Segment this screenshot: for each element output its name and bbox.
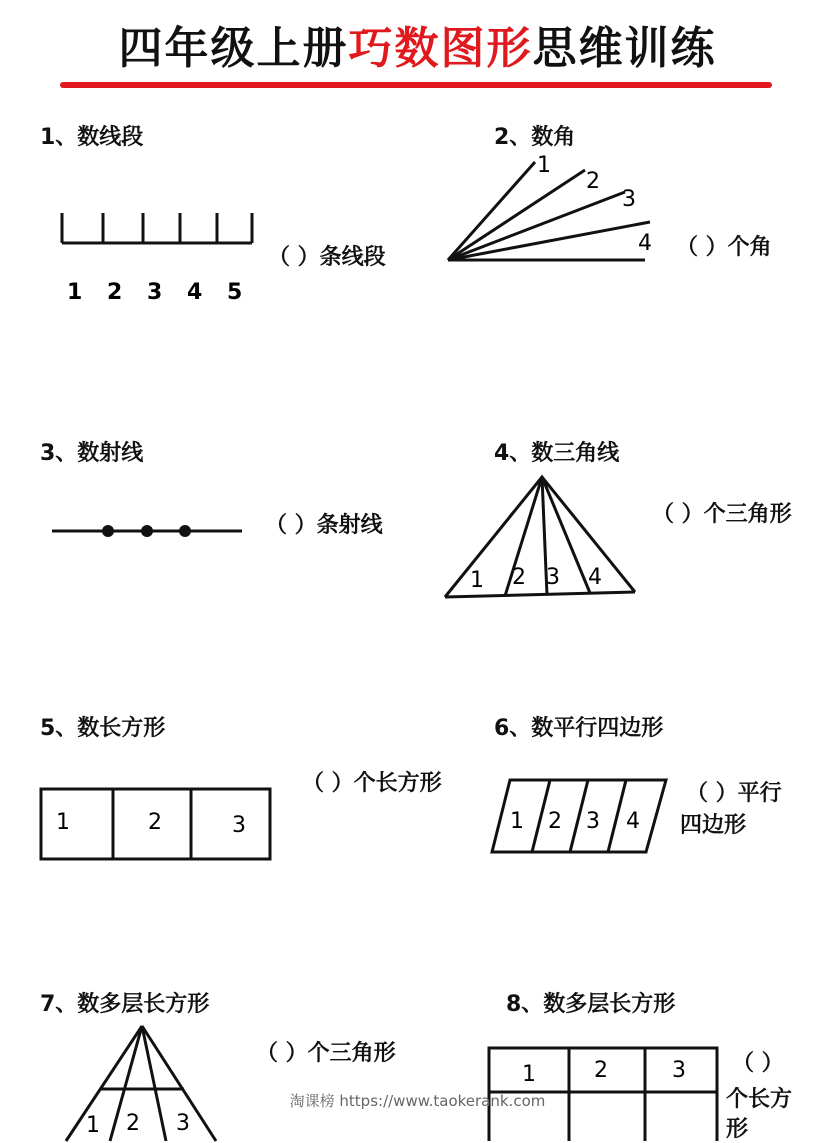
q5-label-1: 1: [56, 810, 70, 835]
watermark: 淘课榜 https://www.taokerank.com: [289, 1092, 546, 1110]
q3-point-1: [102, 525, 114, 537]
title-underline: [60, 82, 772, 88]
q1-label-1: 1: [67, 280, 83, 305]
q6-label-3: 3: [586, 809, 600, 834]
q7-label-1: 1: [86, 1113, 100, 1138]
q2-label-1: 1: [537, 153, 551, 178]
q4-label-1: 1: [470, 568, 484, 593]
q1-label-3: 3: [147, 280, 163, 305]
question-3-label: 3、数射线: [40, 441, 144, 466]
title-part1: 四年级上册: [118, 23, 349, 74]
q6-parallelogram-figure: [488, 776, 670, 856]
q8-label-3: 3: [672, 1058, 686, 1083]
q1-label-4: 4: [187, 280, 203, 305]
q5-label-2: 2: [148, 810, 162, 835]
question-4-label: 4、数三角线: [494, 441, 620, 466]
q4-label-2: 2: [512, 565, 526, 590]
q3-point-2: [141, 525, 153, 537]
question-1-answer: （ ）条线段: [268, 245, 386, 270]
q6-label-2: 2: [548, 809, 562, 834]
question-5-answer: （ ）个长方形: [302, 771, 442, 796]
q4-label-4: 4: [588, 565, 602, 590]
title-part2: 思维训练: [532, 23, 717, 74]
question-2-answer: （ ）个角: [676, 235, 772, 260]
q3-point-3: [179, 525, 191, 537]
q2-label-2: 2: [586, 169, 600, 194]
q8-label-1: 1: [522, 1062, 536, 1087]
q1-label-5: 5: [227, 280, 243, 305]
q2-angle-figure: [440, 150, 670, 270]
question-7-label: 7、数多层长方形: [40, 992, 210, 1017]
question-4-answer: （ ）个三角形: [652, 502, 792, 527]
q2-label-4: 4: [638, 231, 652, 256]
question-2-label: 2、数角: [494, 125, 576, 150]
q5-rectangle-figure: [38, 786, 274, 862]
q1-line-segment-figure: [55, 205, 265, 315]
q4-label-3: 3: [546, 565, 560, 590]
q1-label-2: 2: [107, 280, 123, 305]
q4-triangle-figure: [440, 472, 645, 602]
title-highlight: 巧数图形: [348, 23, 533, 74]
q7-label-2: 2: [126, 1111, 140, 1136]
q6-label-1: 1: [510, 809, 524, 834]
question-6-answer: （ ）平行: [686, 781, 782, 806]
question-7-answer: （ ）个三角形: [256, 1041, 396, 1066]
q7-label-3: 3: [176, 1111, 190, 1136]
q7-layered-triangle-figure: [60, 1024, 220, 1141]
question-8-answer-cont: 个长方: [726, 1087, 793, 1112]
question-8-answer: （ ）: [732, 1051, 784, 1076]
q5-label-3: 3: [232, 813, 246, 838]
q6-label-4: 4: [626, 809, 640, 834]
question-1-label: 1、数线段: [40, 125, 144, 150]
question-8-label: 8、数多层长方形: [506, 992, 676, 1017]
question-6-answer-cont: 四边形: [680, 813, 747, 838]
question-3-answer: （ ）条射线: [265, 513, 383, 538]
q3-ray-figure: [50, 515, 250, 545]
question-5-label: 5、数长方形: [40, 716, 166, 741]
question-6-label: 6、数平行四边形: [494, 716, 664, 741]
question-8-answer-cont2: 形: [726, 1117, 749, 1142]
q8-label-2: 2: [594, 1058, 608, 1083]
page-title: [0, 12, 835, 76]
q2-label-3: 3: [622, 187, 636, 212]
